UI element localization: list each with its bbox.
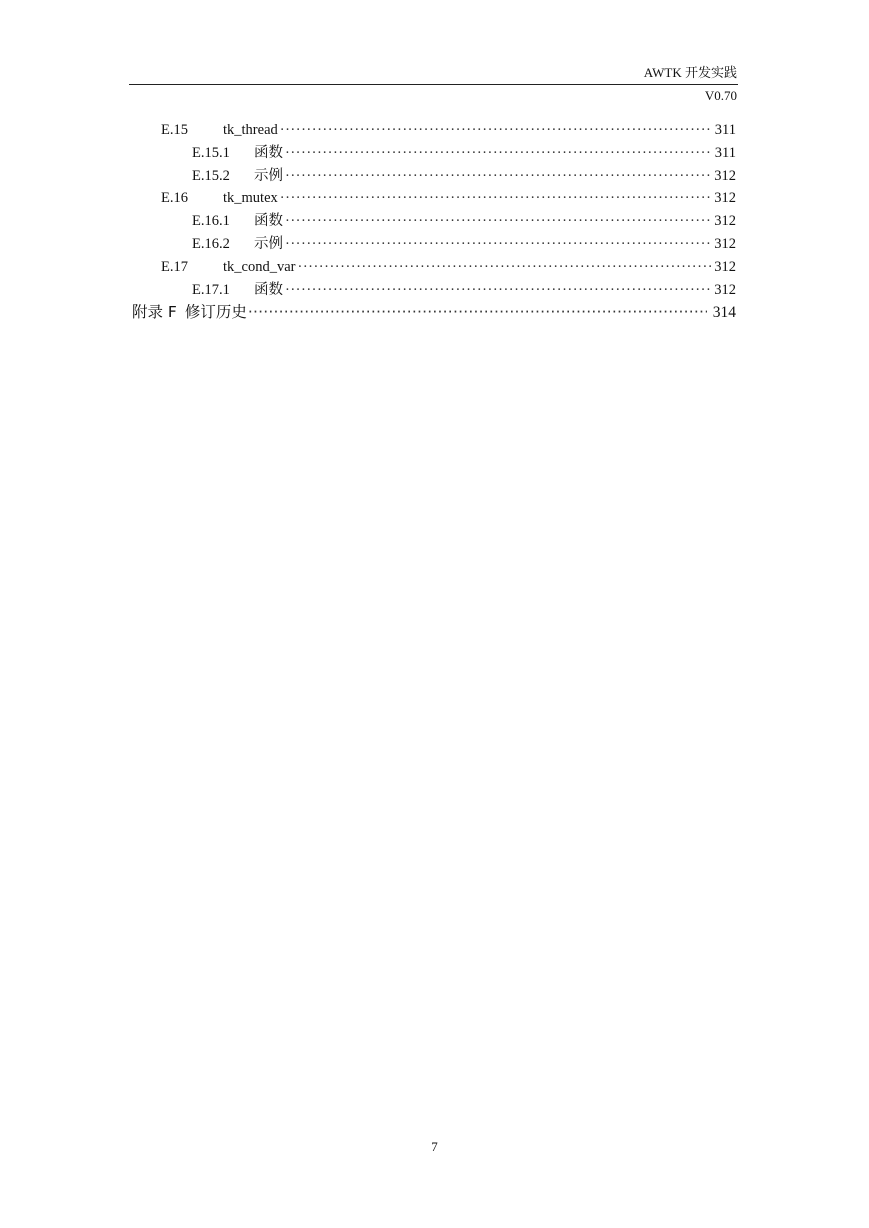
toc-dot-leader: [285, 167, 711, 185]
toc-entry-title: 函数: [254, 213, 283, 229]
toc-entry-number: E.17: [161, 259, 188, 275]
toc-entry-number: E.15.1: [192, 145, 230, 161]
header-rule: [129, 84, 738, 85]
toc-entry-e15-2[interactable]: [192, 167, 736, 185]
toc-entry-page: 312: [714, 282, 736, 298]
header-version: V0.70: [704, 88, 737, 103]
toc-entry-number: E.16: [161, 190, 188, 206]
toc-dot-leader: [285, 235, 711, 253]
toc-entry-appendix-f[interactable]: [132, 302, 736, 323]
toc-entry-page: 311: [714, 145, 736, 161]
toc-entry-e16-2[interactable]: [192, 235, 736, 253]
toc-entry-page: 314: [712, 304, 736, 321]
toc-entry-title: 示例: [254, 168, 283, 184]
toc-entry-number: E.15: [161, 122, 188, 138]
toc-dot-leader: [285, 144, 712, 162]
toc-entry-e17[interactable]: [161, 258, 736, 276]
toc-entry-number: E.16.2: [192, 236, 230, 252]
toc-entry-e17-1[interactable]: [192, 281, 736, 299]
toc-entry-title: 函数: [254, 282, 283, 298]
toc-dot-leader: [285, 212, 711, 230]
toc-entry-number: E.17.1: [192, 282, 230, 298]
toc-entry-title: 函数: [254, 145, 283, 161]
header-title: AWTK 开发实践: [643, 65, 737, 80]
toc-entry-page: 312: [714, 190, 736, 206]
toc-entry-e16-1[interactable]: [192, 212, 736, 230]
toc-entry-title: 示例: [254, 236, 283, 252]
toc-entry-title: tk_thread: [223, 122, 278, 138]
toc-dot-leader: [285, 281, 711, 299]
toc-dot-leader: [297, 258, 711, 276]
toc-entry-page: 312: [714, 168, 736, 184]
toc-entry-page: 312: [714, 259, 736, 275]
toc-entry-e16[interactable]: [161, 189, 736, 207]
toc-entry-number: E.16.1: [192, 213, 230, 229]
toc-entry-page: 312: [714, 213, 736, 229]
toc-entry-title: tk_mutex: [223, 190, 278, 206]
page-number: 7: [431, 1139, 438, 1154]
toc-entry-number: E.15.2: [192, 168, 230, 184]
toc-dot-leader: [248, 302, 707, 322]
toc-dot-leader: [280, 189, 711, 207]
toc-entry-title: tk_cond_var: [223, 259, 296, 275]
toc-entry-page: 311: [714, 122, 736, 138]
toc-entry-page: 312: [714, 236, 736, 252]
toc-entry-e15[interactable]: [161, 121, 736, 139]
toc-entry-e15-1[interactable]: [192, 144, 736, 162]
toc-dot-leader: [280, 121, 712, 139]
toc-entry-number: 附录 F: [132, 303, 177, 321]
toc-entry-title: 修订历史: [184, 303, 247, 321]
